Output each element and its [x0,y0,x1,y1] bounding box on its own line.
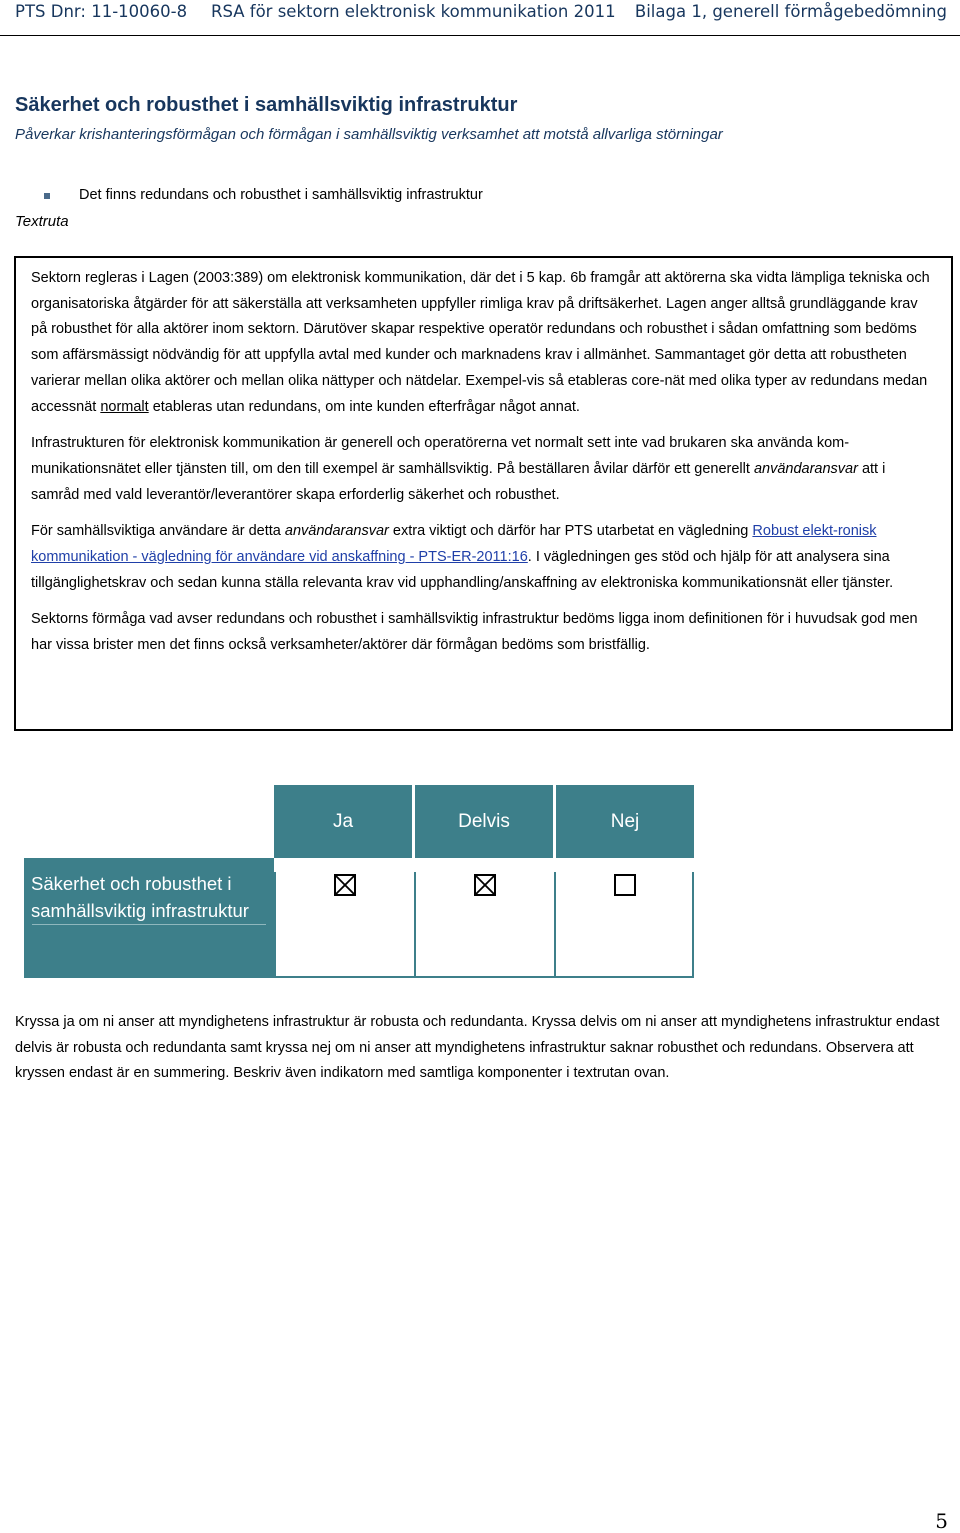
guidance-link[interactable]: Robust elekt-ronisk kommunikation - vägledning för användare vid anskaffning - PTS-ER-2011:16 [31,523,877,566]
checkbox-delvis-icon[interactable] [474,874,496,896]
cell-nej[interactable] [554,858,694,978]
header-appendix-label: Bilaga 1, generell förmågebedömning [634,2,947,21]
header-document-title: RSA för sektorn elektronisk kommunikation 2011 [211,2,616,21]
checkbox-nej-icon[interactable] [614,874,636,896]
row-label-divider [32,924,266,925]
checkbox-ja-icon[interactable] [334,874,356,896]
section-subtitle: Påverkar krishanteringsförmågan och förmågan i samhällsviktig verksamhet att motstå allvarliga störningar [15,126,723,143]
paragraph-regulation: Sektorn regleras i Lagen (2003:389) om elektronisk kommunikation, där det i 5 kap. 6b framgår att aktörerna ska vidta lämpliga tekniska och organisatoriska åtgärder för att säkerställa att verksamheten uppfyller rimliga krav på driftsäkerhet. Lagen anger alltså grundläggande krav på robusthet för alla aktörer inom sektorn. Därutöver skapar respektive operatör redundans och robusthet i sådan omfattning som bedöms som affärsmässigt nödvändig för att uppfylla avtal med kunder och marknadens krav i allmänhet. Sammantaget gör detta att robustheten varierar mellan olika aktörer och mellan olika nättyper och nätdelar. Exempel-vis så etableras core-nät med olika typer av redundans medan accessnät normalt etableras utan redundans, om inte kunden efterfrågar något annat. [31,270,930,415]
paragraph-guidance: För samhällsviktiga användare är detta användaransvar extra viktigt och därför har PTS utarbetat en vägledning Robust elekt-ronisk kommunikation - vägledning för användare vid anskaffning - PTS-ER-2011:16. I vägledningen ges stöd och hjälp för att analysera sina tillgänglighetskrav och sedan kunna ställa relevanta krav vid upphandling/anskaffning av elektroniska kommunikationsnät eller tjänster. [31,523,894,591]
instruction-text: Kryssa ja om ni anser att myndighetens infrastruktur är robusta och redundanta. Kryssa delvis om ni anser att myndighetens infrastruktur endast delvis är robusta och redundanta samt kryssa nej om ni anser att myndighetens infrastruktur saknar robusthet och redundans. Observera att kryssen endast är en summering. Beskriv även indikatorn med samtliga komponenter i textrutan ovan. [15,1014,940,1082]
bullet-square-icon [44,193,50,199]
page-header [0,0,960,36]
indicator-bullet: Det finns redundans och robusthet i samhällsviktig infrastruktur [79,187,483,203]
column-header-delvis: Delvis [415,785,553,858]
underlined-word: normalt [100,398,149,415]
row-label: Säkerhet och robusthet i samhällsviktig infrastruktur [24,858,274,978]
column-header-ja: Ja [274,785,412,858]
page-number: 5 [935,1509,948,1533]
text-box[interactable] [14,256,953,731]
paragraph-assessment: Sektorns förmåga vad avser redundans och robusthet i samhällsviktig infrastruktur bedöms ligga inom definitionen för i huvudsak god men har vissa brister men det finns också verksamheter/aktörer där förmågan bedöms som bristfällig. [31,611,918,654]
textbox-label: Textruta [15,213,69,230]
cell-ja[interactable] [274,858,414,978]
cell-delvis[interactable] [414,858,554,978]
column-header-nej: Nej [556,785,694,858]
paragraph-infrastructure: Infrastrukturen för elektronisk kommunikation är generell och operatörerna vet normalt sett inte vad brukaren ska använda kom-munikationsnätet eller tjänsten till, om den till exempel är samhällsviktig. På beställaren åvilar därför ett generellt användaransvar att i samråd med vald leverantör/leverantörer skapa erforderlig säkerhet och robusthet. [31,435,886,503]
section-title: Säkerhet och robusthet i samhällsviktig infrastruktur [15,94,518,116]
header-document-number: PTS Dnr: 11-10060-8 [15,2,188,21]
